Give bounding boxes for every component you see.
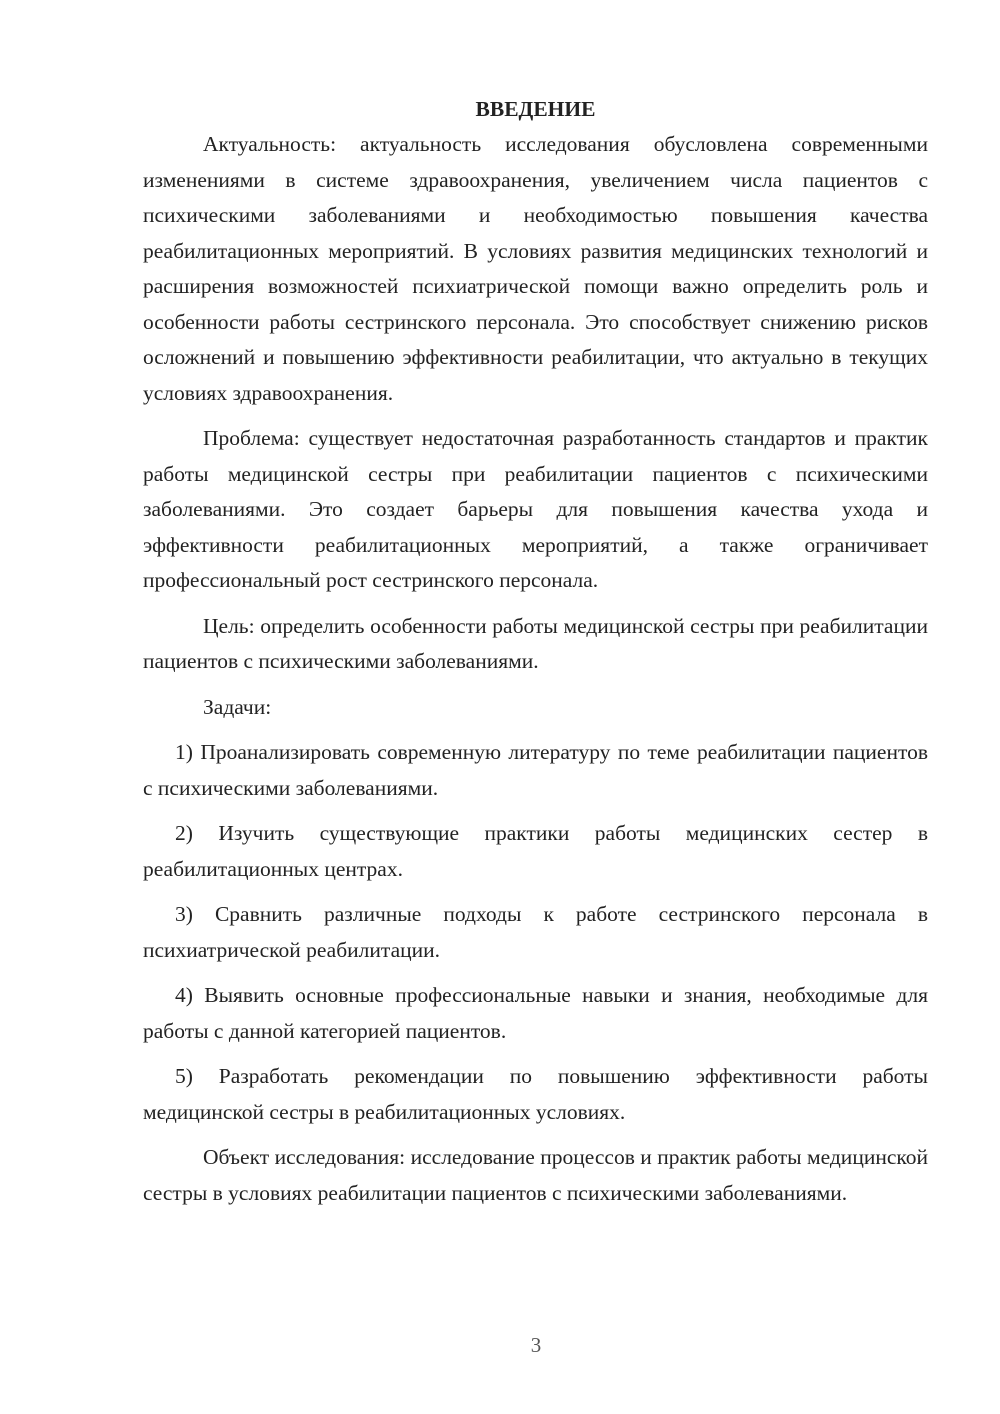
object-paragraph: Объект исследования: исследование процессов и практик работы медицинской сестры в условиях реабилитации пациентов с психическими заболеваниями. — [143, 1145, 928, 1205]
task-item-3: 3) Сравнить различные подходы к работе сестринского персонала в психиатрической реабилитации. — [143, 902, 928, 962]
task-item-4: 4) Выявить основные профессиональные навыки и знания, необходимые для работы с данной категорией пациентов. — [143, 983, 928, 1043]
page-number: 3 — [530, 1333, 542, 1357]
task-item-2: 2) Изучить существующие практики работы медицинских сестер в реабилитационных центрах. — [143, 821, 928, 881]
task-item-5: 5) Разработать рекомендации по повышению эффективности работы медицинской сестры в реабилитационных условиях. — [143, 1064, 928, 1124]
task-item-1: 1) Проанализировать современную литературу по теме реабилитации пациентов с психическими заболеваниями. — [143, 740, 928, 800]
goal-paragraph: Цель: определить особенности работы медицинской сестры при реабилитации пациентов с психическими заболеваниями. — [143, 613, 928, 673]
problem-paragraph: Проблема: существует недостаточная разработанность стандартов и практик работы медицинской сестры при реабилитации пациентов с психическими заболеваниями. Это создает барьеры для повышения качества ухода и эффективности реабилитационных мероприятий, а также ограничивает профессиональный рост сестринского персонала. — [143, 426, 928, 592]
page-content — [143, 92, 928, 1211]
section-title: ВВЕДЕНИЕ — [475, 97, 596, 121]
page-number-footer — [0, 1333, 1000, 1358]
tasks-heading: Задачи: — [203, 694, 272, 719]
relevance-paragraph: Актуальность: актуальность исследования обусловлена современными изменениями в системе здравоохранения, увеличением числа пациентов с психическими заболеваниями и необходимостью повышения качества реабилитационных мероприятий. В условиях развития медицинских технологий и расширения возможностей психиатрической помощи важно определить роль и особенности работы сестринского персонала. Это способствует снижению рисков осложнений и повышению эффективности реабилитации, что актуально в текущих условиях здравоохранения. — [143, 132, 928, 405]
